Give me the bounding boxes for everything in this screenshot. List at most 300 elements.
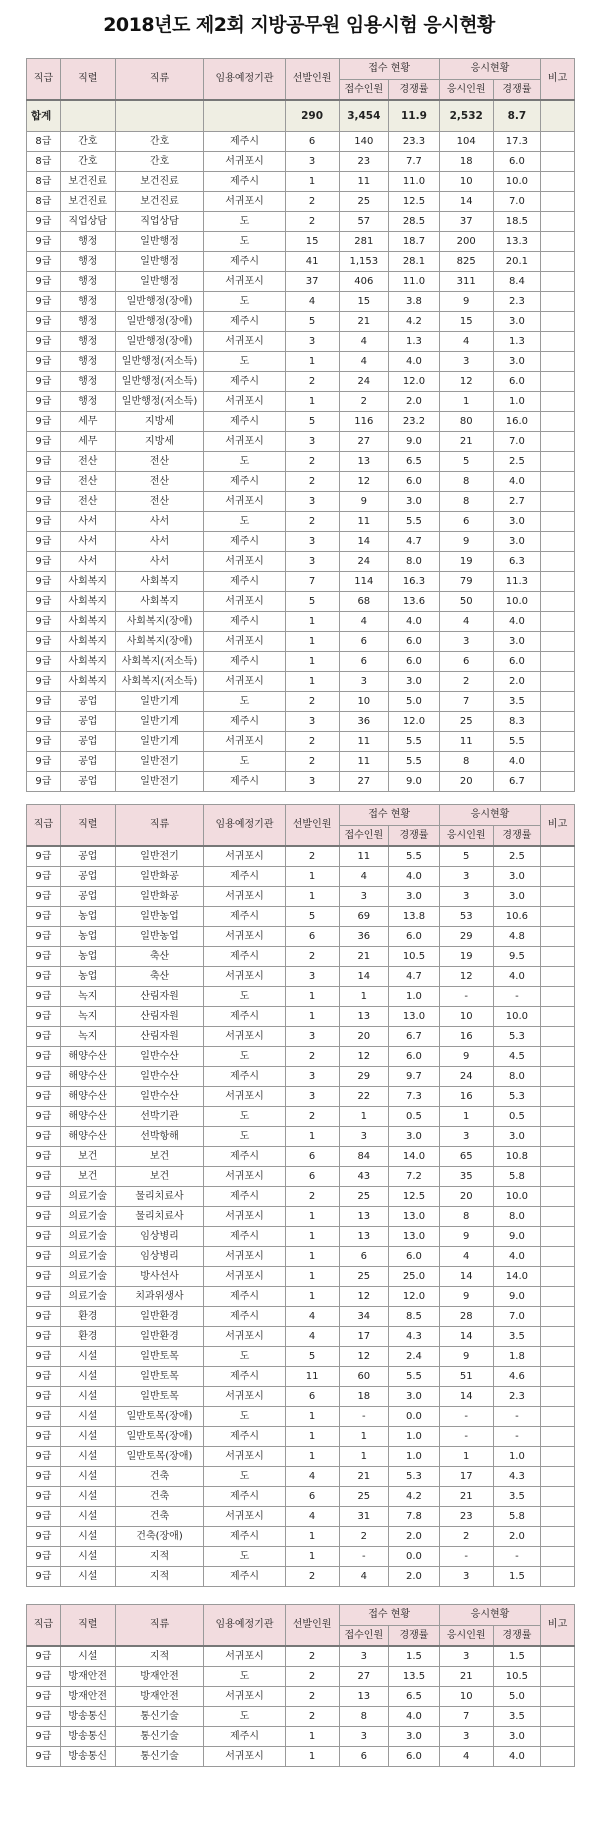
cell-quota: 6 — [285, 1167, 339, 1187]
cell-note — [541, 1727, 575, 1747]
table-row — [27, 1147, 575, 1167]
cell-grade: 9급 — [27, 1707, 61, 1727]
cell-applied: 13 — [339, 1207, 389, 1227]
cell-applied: 6 — [339, 632, 389, 652]
cell-examinees: 9 — [439, 1347, 493, 1367]
cell-ratio-received: 6.0 — [389, 1047, 440, 1067]
table-row — [27, 1287, 575, 1307]
cell-grade: 9급 — [27, 1207, 61, 1227]
cell-examinees: 79 — [439, 572, 493, 592]
cell-applied: 43 — [339, 1167, 389, 1187]
table-row — [27, 1267, 575, 1287]
cell-quota: 2 — [285, 1667, 339, 1687]
cell-category: 직업상담 — [115, 212, 204, 232]
total-quota: 290 — [285, 100, 339, 132]
header-exam: 응시현황 — [439, 59, 540, 80]
table-row — [27, 1487, 575, 1507]
cell-examinees: 50 — [439, 592, 493, 612]
cell-agency: 제주시 — [204, 612, 285, 632]
cell-category: 사회복지 — [115, 592, 204, 612]
cell-agency: 서귀포시 — [204, 432, 285, 452]
cell-agency: 도 — [204, 752, 285, 772]
cell-applied: 23 — [339, 152, 389, 172]
cell-ratio-exam: 13.3 — [493, 232, 541, 252]
cell-examinees: 15 — [439, 312, 493, 332]
cell-series: 사회복지 — [60, 632, 115, 652]
cell-examinees: 2 — [439, 1527, 493, 1547]
cell-quota: 6 — [285, 132, 339, 152]
header-ratio-exam: 경쟁률 — [493, 80, 541, 101]
cell-quota: 3 — [285, 967, 339, 987]
table-row — [27, 1087, 575, 1107]
header-note: 비고 — [541, 59, 575, 101]
cell-examinees: - — [439, 1427, 493, 1447]
cell-applied: 2 — [339, 1527, 389, 1547]
cell-series: 공업 — [60, 712, 115, 732]
cell-agency: 도 — [204, 1127, 285, 1147]
cell-ratio-exam: 0.5 — [493, 1107, 541, 1127]
cell-quota: 1 — [285, 1287, 339, 1307]
cell-quota: 11 — [285, 1367, 339, 1387]
header-quota: 선발인원 — [285, 59, 339, 101]
cell-series: 농업 — [60, 967, 115, 987]
cell-note — [541, 1467, 575, 1487]
cell-grade: 9급 — [27, 967, 61, 987]
cell-ratio-exam: 2.5 — [493, 846, 541, 867]
cell-ratio-exam: 2.5 — [493, 452, 541, 472]
cell-grade: 9급 — [27, 552, 61, 572]
cell-ratio-received: 3.0 — [389, 887, 440, 907]
table-row — [27, 1247, 575, 1267]
cell-grade: 9급 — [27, 1267, 61, 1287]
cell-examinees: 6 — [439, 652, 493, 672]
cell-applied: 1 — [339, 1107, 389, 1127]
cell-grade: 9급 — [27, 1407, 61, 1427]
cell-note — [541, 372, 575, 392]
cell-series: 행정 — [60, 232, 115, 252]
cell-note — [541, 1147, 575, 1167]
cell-series: 공업 — [60, 752, 115, 772]
cell-ratio-received: 6.5 — [389, 1687, 440, 1707]
cell-agency: 서귀포시 — [204, 1747, 285, 1767]
cell-examinees: 10 — [439, 172, 493, 192]
cell-ratio-exam: 2.3 — [493, 1387, 541, 1407]
header-exam: 응시현황 — [439, 805, 540, 826]
cell-ratio-exam: 1.0 — [493, 392, 541, 412]
cell-applied: 36 — [339, 927, 389, 947]
cell-examinees: 20 — [439, 1187, 493, 1207]
cell-ratio-exam: 17.3 — [493, 132, 541, 152]
cell-examinees: 80 — [439, 412, 493, 432]
cell-category: 일반행정(저소득) — [115, 372, 204, 392]
cell-grade: 9급 — [27, 927, 61, 947]
cell-ratio-exam: 10.5 — [493, 1667, 541, 1687]
cell-ratio-exam: 6.0 — [493, 372, 541, 392]
cell-category: 일반기계 — [115, 732, 204, 752]
cell-quota: 2 — [285, 947, 339, 967]
cell-ratio-exam: 3.0 — [493, 867, 541, 887]
cell-category: 사서 — [115, 552, 204, 572]
cell-examinees: 3 — [439, 632, 493, 652]
cell-applied: 3 — [339, 887, 389, 907]
cell-applied: 9 — [339, 492, 389, 512]
cell-series: 해양수산 — [60, 1127, 115, 1147]
cell-grade: 9급 — [27, 432, 61, 452]
cell-note — [541, 1307, 575, 1327]
cell-ratio-exam: 3.0 — [493, 512, 541, 532]
cell-grade: 9급 — [27, 1747, 61, 1767]
table-row — [27, 152, 575, 172]
cell-examinees: 12 — [439, 967, 493, 987]
cell-applied: 12 — [339, 1047, 389, 1067]
header-examinees: 응시인원 — [439, 80, 493, 101]
cell-examinees: 21 — [439, 1487, 493, 1507]
cell-examinees: 9 — [439, 1287, 493, 1307]
header-ratio-received: 경쟁률 — [389, 80, 440, 101]
cell-category: 통신기술 — [115, 1727, 204, 1747]
table-row — [27, 752, 575, 772]
cell-ratio-exam: 6.3 — [493, 552, 541, 572]
cell-category: 임상병리 — [115, 1227, 204, 1247]
cell-ratio-received: 6.0 — [389, 652, 440, 672]
cell-ratio-exam: 1.8 — [493, 1347, 541, 1367]
cell-applied: 12 — [339, 1347, 389, 1367]
cell-agency: 서귀포시 — [204, 1167, 285, 1187]
table-row — [27, 927, 575, 947]
cell-series: 시설 — [60, 1487, 115, 1507]
table-row — [27, 672, 575, 692]
cell-quota: 1 — [285, 1207, 339, 1227]
cell-applied: 2 — [339, 392, 389, 412]
header-applied: 접수인원 — [339, 80, 389, 101]
cell-agency: 서귀포시 — [204, 272, 285, 292]
cell-examinees: 9 — [439, 292, 493, 312]
cell-quota: 1 — [285, 1447, 339, 1467]
cell-grade: 9급 — [27, 512, 61, 532]
cell-examinees: 23 — [439, 1507, 493, 1527]
cell-series: 녹지 — [60, 987, 115, 1007]
cell-note — [541, 512, 575, 532]
cell-note — [541, 1187, 575, 1207]
cell-examinees: 14 — [439, 1387, 493, 1407]
cell-ratio-received: 5.5 — [389, 752, 440, 772]
cell-examinees: 3 — [439, 1127, 493, 1147]
cell-quota: 1 — [285, 1407, 339, 1427]
cell-grade: 9급 — [27, 1047, 61, 1067]
cell-quota: 3 — [285, 1067, 339, 1087]
cell-grade: 9급 — [27, 1367, 61, 1387]
cell-agency: 제주시 — [204, 252, 285, 272]
cell-agency: 서귀포시 — [204, 492, 285, 512]
cell-applied: 114 — [339, 572, 389, 592]
cell-note — [541, 907, 575, 927]
cell-agency: 도 — [204, 692, 285, 712]
cell-applied: 27 — [339, 772, 389, 792]
cell-agency: 서귀포시 — [204, 1507, 285, 1527]
table-row — [27, 1467, 575, 1487]
cell-note — [541, 1287, 575, 1307]
cell-quota: 2 — [285, 732, 339, 752]
total-label: 합계 — [27, 100, 61, 132]
cell-examinees: 29 — [439, 927, 493, 947]
cell-note — [541, 452, 575, 472]
cell-note — [541, 867, 575, 887]
cell-agency: 서귀포시 — [204, 672, 285, 692]
cell-ratio-received: 28.1 — [389, 252, 440, 272]
cell-applied: 1 — [339, 1427, 389, 1447]
cell-note — [541, 312, 575, 332]
cell-ratio-exam: 16.0 — [493, 412, 541, 432]
cell-ratio-received: 2.0 — [389, 1567, 440, 1587]
header-ratio-received: 경쟁률 — [389, 1626, 440, 1647]
total-ratio-received: 11.9 — [389, 100, 440, 132]
cell-category: 산림자원 — [115, 987, 204, 1007]
cell-quota: 1 — [285, 1267, 339, 1287]
cell-series: 간호 — [60, 132, 115, 152]
cell-examinees: 28 — [439, 1307, 493, 1327]
cell-ratio-exam: 8.3 — [493, 712, 541, 732]
cell-ratio-received: 12.5 — [389, 1187, 440, 1207]
cell-ratio-exam: 18.5 — [493, 212, 541, 232]
table-row — [27, 1547, 575, 1567]
cell-quota: 6 — [285, 1487, 339, 1507]
cell-ratio-received: 18.7 — [389, 232, 440, 252]
cell-series: 공업 — [60, 772, 115, 792]
cell-grade: 9급 — [27, 846, 61, 867]
cell-category: 지방세 — [115, 412, 204, 432]
cell-category: 산림자원 — [115, 1027, 204, 1047]
cell-series: 세무 — [60, 432, 115, 452]
cell-note — [541, 752, 575, 772]
cell-ratio-received: 7.8 — [389, 1507, 440, 1527]
cell-ratio-received: 4.3 — [389, 1327, 440, 1347]
cell-note — [541, 1646, 575, 1667]
cell-ratio-exam: 3.0 — [493, 312, 541, 332]
cell-applied: 21 — [339, 947, 389, 967]
cell-quota: 41 — [285, 252, 339, 272]
cell-quota: 5 — [285, 312, 339, 332]
cell-examinees: 311 — [439, 272, 493, 292]
cell-ratio-received: 5.5 — [389, 732, 440, 752]
cell-series: 해양수산 — [60, 1047, 115, 1067]
cell-category: 전산 — [115, 452, 204, 472]
cell-ratio-exam: 11.3 — [493, 572, 541, 592]
cell-agency: 서귀포시 — [204, 1447, 285, 1467]
cell-ratio-exam: 10.0 — [493, 592, 541, 612]
cell-category: 일반환경 — [115, 1327, 204, 1347]
cell-ratio-received: 9.7 — [389, 1067, 440, 1087]
cell-applied: 20 — [339, 1027, 389, 1047]
cell-ratio-exam: 4.6 — [493, 1367, 541, 1387]
cell-quota: 2 — [285, 1187, 339, 1207]
cell-agency: 제주시 — [204, 1147, 285, 1167]
cell-series: 사서 — [60, 552, 115, 572]
cell-ratio-received: 8.0 — [389, 552, 440, 572]
cell-grade: 9급 — [27, 1287, 61, 1307]
cell-applied: 6 — [339, 1747, 389, 1767]
cell-note — [541, 887, 575, 907]
cell-ratio-exam: 4.0 — [493, 612, 541, 632]
cell-note — [541, 1707, 575, 1727]
cell-ratio-received: 3.8 — [389, 292, 440, 312]
cell-grade: 9급 — [27, 632, 61, 652]
header-grade: 직급 — [27, 805, 61, 847]
cell-ratio-received: 3.0 — [389, 1127, 440, 1147]
table-row — [27, 632, 575, 652]
header-agency: 임용예정기관 — [204, 1605, 285, 1647]
total-row — [27, 100, 575, 132]
table-row — [27, 1027, 575, 1047]
cell-note — [541, 592, 575, 612]
cell-category: 임상병리 — [115, 1247, 204, 1267]
cell-category: 일반행정 — [115, 272, 204, 292]
cell-ratio-exam: 7.0 — [493, 1307, 541, 1327]
cell-grade: 9급 — [27, 1427, 61, 1447]
cell-ratio-exam: 8.0 — [493, 1207, 541, 1227]
cell-ratio-received: 0.0 — [389, 1547, 440, 1567]
cell-quota: 4 — [285, 1467, 339, 1487]
cell-applied: 13 — [339, 1227, 389, 1247]
table-row — [27, 332, 575, 352]
cell-note — [541, 732, 575, 752]
cell-examinees: 4 — [439, 1747, 493, 1767]
cell-ratio-received: 23.3 — [389, 132, 440, 152]
cell-agency: 제주시 — [204, 1727, 285, 1747]
cell-agency: 제주시 — [204, 907, 285, 927]
cell-quota: 1 — [285, 1427, 339, 1447]
cell-applied: 4 — [339, 352, 389, 372]
cell-series: 사회복지 — [60, 612, 115, 632]
cell-note — [541, 332, 575, 352]
cell-agency: 도 — [204, 212, 285, 232]
cell-grade: 9급 — [27, 532, 61, 552]
cell-series: 시설 — [60, 1507, 115, 1527]
cell-category: 축산 — [115, 947, 204, 967]
table-row — [27, 312, 575, 332]
applicant-table-2 — [26, 804, 575, 1587]
table-row — [27, 1687, 575, 1707]
cell-ratio-received: 5.0 — [389, 692, 440, 712]
cell-category: 일반농업 — [115, 907, 204, 927]
header-category: 직류 — [115, 805, 204, 847]
cell-quota: 5 — [285, 1347, 339, 1367]
cell-series: 시설 — [60, 1347, 115, 1367]
header-category: 직류 — [115, 1605, 204, 1647]
cell-note — [541, 652, 575, 672]
cell-agency: 도 — [204, 1667, 285, 1687]
table-row — [27, 1127, 575, 1147]
cell-quota: 3 — [285, 432, 339, 452]
cell-ratio-received: 13.6 — [389, 592, 440, 612]
cell-quota: 3 — [285, 332, 339, 352]
cell-agency: 서귀포시 — [204, 967, 285, 987]
table-row — [27, 907, 575, 927]
table-row — [27, 1407, 575, 1427]
cell-note — [541, 612, 575, 632]
cell-grade: 9급 — [27, 252, 61, 272]
cell-series: 방송통신 — [60, 1727, 115, 1747]
cell-applied: 84 — [339, 1147, 389, 1167]
table-row — [27, 947, 575, 967]
header-grade: 직급 — [27, 1605, 61, 1647]
cell-category: 일반화공 — [115, 887, 204, 907]
cell-note — [541, 252, 575, 272]
cell-category: 일반토목 — [115, 1367, 204, 1387]
cell-ratio-received: 11.0 — [389, 272, 440, 292]
cell-examinees: 3 — [439, 352, 493, 372]
cell-note — [541, 1027, 575, 1047]
cell-note — [541, 552, 575, 572]
cell-applied: 14 — [339, 532, 389, 552]
cell-note — [541, 1107, 575, 1127]
table-row — [27, 1646, 575, 1667]
table-row — [27, 412, 575, 432]
table-row — [27, 1067, 575, 1087]
cell-ratio-exam: - — [493, 1427, 541, 1447]
cell-category: 선박항해 — [115, 1127, 204, 1147]
cell-ratio-exam: 7.0 — [493, 432, 541, 452]
cell-examinees: 4 — [439, 612, 493, 632]
cell-grade: 9급 — [27, 1547, 61, 1567]
cell-agency: 제주시 — [204, 172, 285, 192]
cell-note — [541, 1207, 575, 1227]
cell-agency: 제주시 — [204, 1187, 285, 1207]
cell-category: 통신기술 — [115, 1707, 204, 1727]
cell-applied: 4 — [339, 612, 389, 632]
cell-ratio-exam: 4.0 — [493, 472, 541, 492]
cell-agency: 제주시 — [204, 572, 285, 592]
cell-series: 사회복지 — [60, 672, 115, 692]
cell-ratio-received: 5.5 — [389, 846, 440, 867]
cell-grade: 9급 — [27, 947, 61, 967]
cell-agency: 서귀포시 — [204, 887, 285, 907]
cell-ratio-exam: 3.0 — [493, 1727, 541, 1747]
cell-ratio-exam: 9.0 — [493, 1227, 541, 1247]
cell-examinees: 7 — [439, 692, 493, 712]
cell-agency: 서귀포시 — [204, 152, 285, 172]
header-applied: 접수인원 — [339, 826, 389, 847]
cell-ratio-received: 3.0 — [389, 672, 440, 692]
cell-ratio-exam: 1.3 — [493, 332, 541, 352]
cell-category: 일반토목(장애) — [115, 1407, 204, 1427]
cell-applied: 8 — [339, 1707, 389, 1727]
cell-examinees: - — [439, 1407, 493, 1427]
cell-grade: 9급 — [27, 987, 61, 1007]
cell-grade: 9급 — [27, 1167, 61, 1187]
table-row — [27, 232, 575, 252]
cell-ratio-received: 6.0 — [389, 472, 440, 492]
cell-applied: 36 — [339, 712, 389, 732]
cell-ratio-exam: 3.5 — [493, 1707, 541, 1727]
cell-grade: 9급 — [27, 212, 61, 232]
cell-applied: 11 — [339, 846, 389, 867]
cell-series: 농업 — [60, 927, 115, 947]
cell-category: 일반화공 — [115, 867, 204, 887]
cell-note — [541, 1567, 575, 1587]
header-series: 직렬 — [60, 805, 115, 847]
table-row — [27, 572, 575, 592]
cell-note — [541, 927, 575, 947]
cell-grade: 9급 — [27, 332, 61, 352]
cell-agency: 도 — [204, 1707, 285, 1727]
cell-examinees: 14 — [439, 192, 493, 212]
cell-ratio-exam: 9.5 — [493, 947, 541, 967]
cell-examinees: 12 — [439, 372, 493, 392]
cell-series: 해양수산 — [60, 1087, 115, 1107]
cell-grade: 9급 — [27, 232, 61, 252]
cell-category: 사회복지 — [115, 572, 204, 592]
cell-examinees: 8 — [439, 492, 493, 512]
